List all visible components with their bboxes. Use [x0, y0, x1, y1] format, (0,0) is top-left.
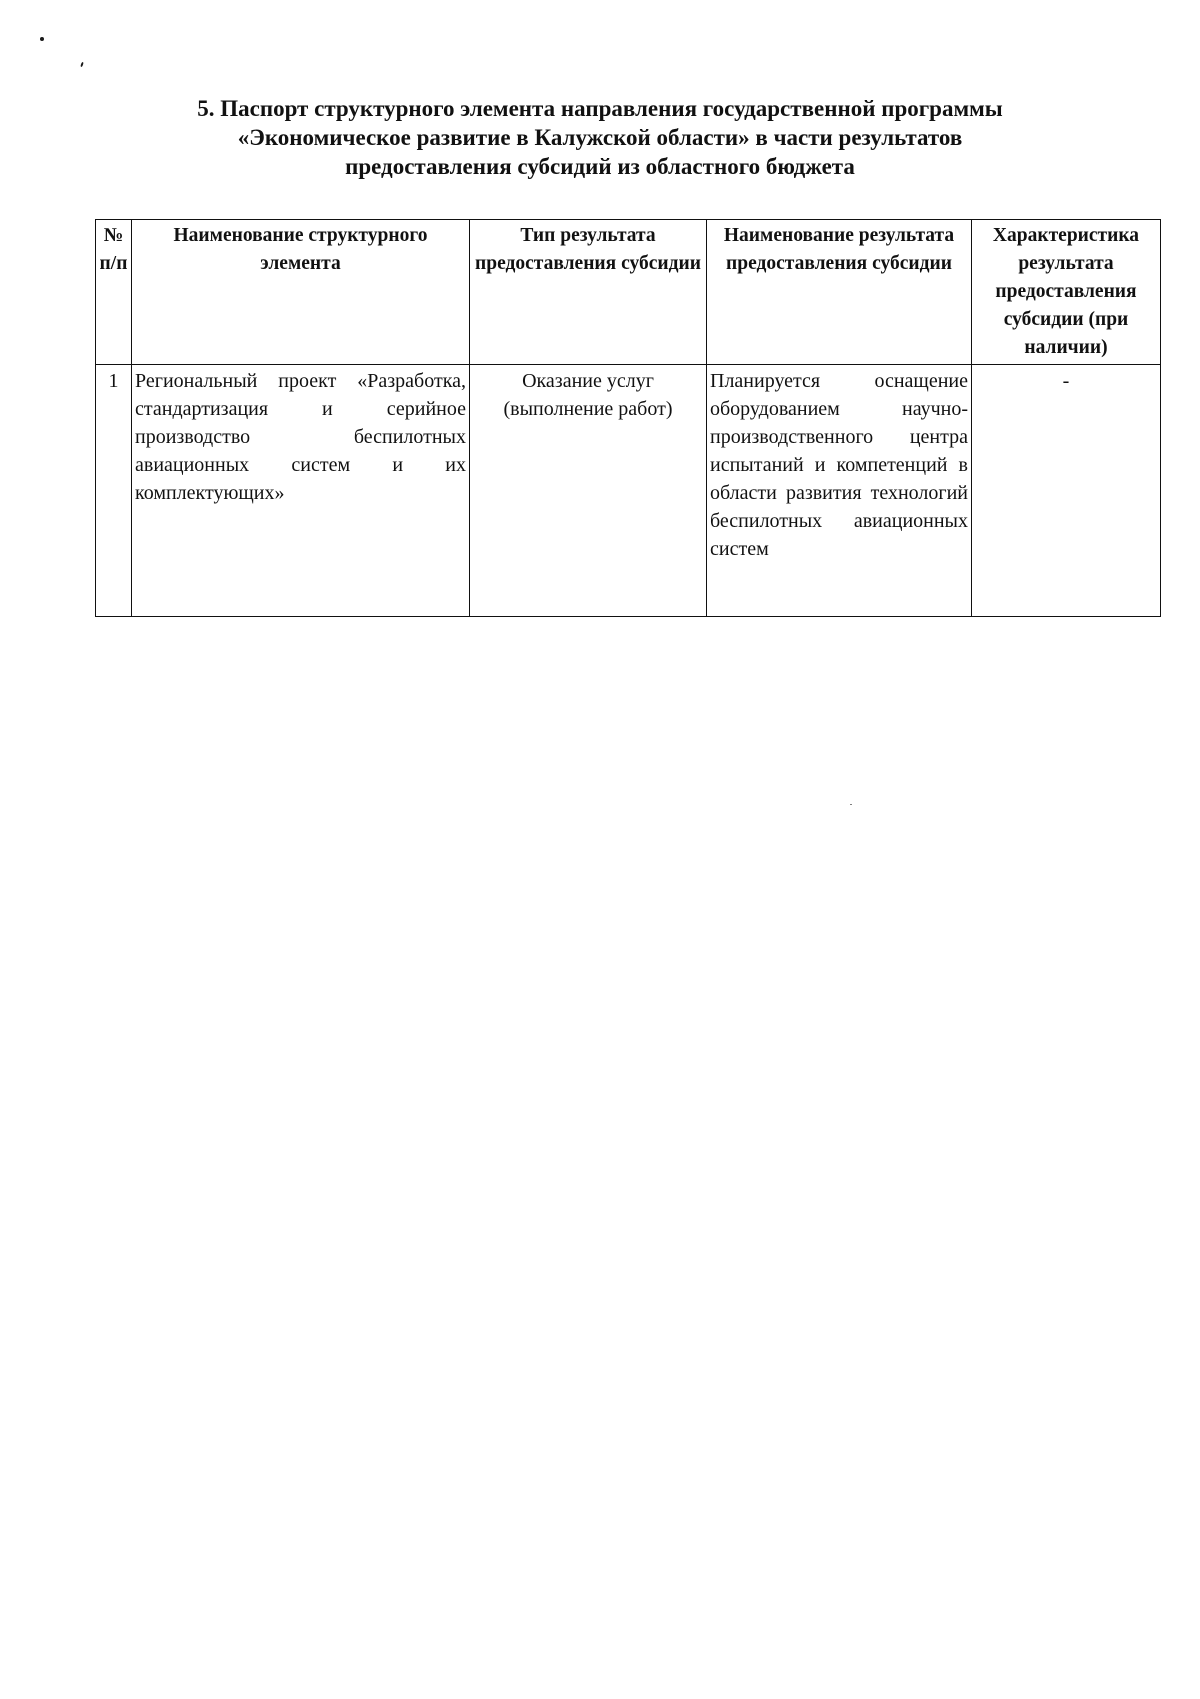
header-result-type: Тип результата предоставления субсидии [470, 220, 707, 365]
header-structural-element-name: Наименование структурного элемента [132, 220, 470, 365]
table-row [96, 365, 1161, 617]
table-header-row [96, 220, 1161, 365]
scan-speck [850, 804, 852, 805]
header-result-name: Наименование результата предоставления субсидии [707, 220, 972, 365]
title-line-3: предоставления субсидий из областного бюджета [345, 154, 855, 179]
title-line-2: «Экономическое развитие в Калужской области» в части результатов [237, 125, 963, 150]
cell-structural-element-name: Региональный проект «Разработка, стандартизация и серийное производство беспилотных авиационных систем и их комплектующих» [132, 365, 470, 617]
cell-result-type: Оказание услуг (выполнение работ) [470, 365, 707, 617]
passport-table [95, 219, 1161, 617]
cell-num: 1 [96, 365, 132, 617]
header-num: № п/п [96, 220, 132, 365]
scan-speck [80, 62, 84, 67]
title-line-1: 5. Паспорт структурного элемента направления государственной программы [197, 96, 1003, 121]
document-title [140, 94, 1060, 181]
scan-speck [40, 37, 44, 41]
cell-result-characteristic: - [972, 365, 1161, 617]
cell-result-name: Планируется оснащение оборудованием научно-производственного центра испытаний и компетенций в области развития технологий беспилотных авиационных систем [707, 365, 972, 617]
header-result-characteristic: Характеристика результата предоставления субсидии (при наличии) [972, 220, 1161, 365]
